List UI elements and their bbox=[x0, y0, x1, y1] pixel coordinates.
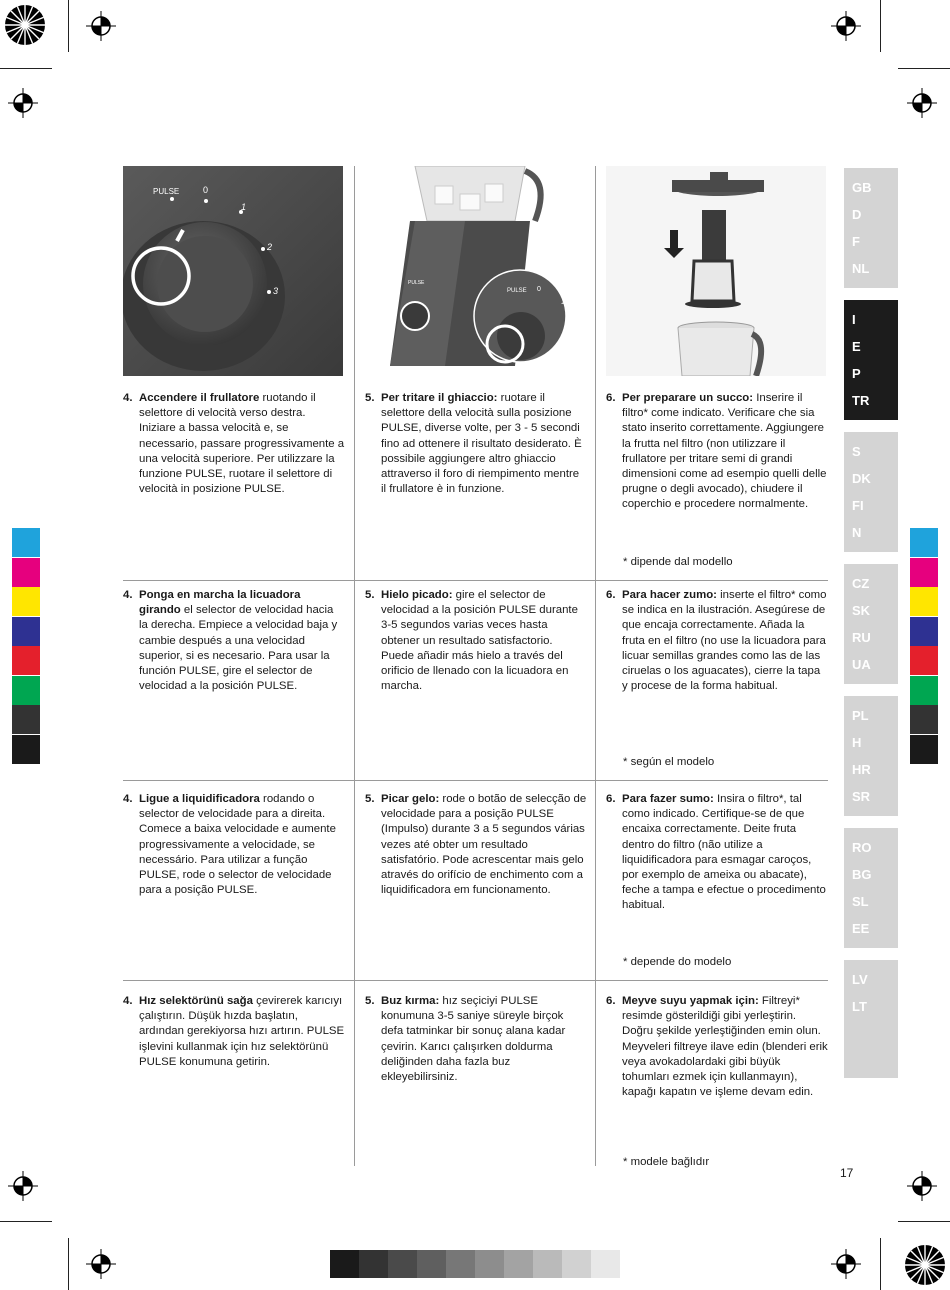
crop-mark bbox=[0, 1221, 52, 1222]
column-divider bbox=[354, 166, 355, 1166]
registration-mark bbox=[907, 1171, 937, 1201]
language-code[interactable]: P bbox=[852, 366, 861, 381]
gray-swatch bbox=[475, 1250, 504, 1278]
language-group bbox=[844, 300, 898, 420]
color-swatch bbox=[12, 528, 40, 557]
gray-swatch bbox=[388, 1250, 417, 1278]
color-swatch bbox=[910, 735, 938, 764]
language-code[interactable]: I bbox=[852, 312, 856, 327]
language-code[interactable]: SL bbox=[852, 894, 869, 909]
step-5-portuguese: 5. Picar gelo: rode o botão de selecção de velocidade para a posição PULSE (Impulso) durante 3 a 5 segundos várias vezes até obter um resultado satisfatório. Pode acrescentar mais gelo através do orifício de enchimento com a liquidificadora em funcionamento. bbox=[365, 793, 587, 897]
step-5-italian: 5. Per tritare il ghiaccio: ruotare il selettore della velocità sulla posizione PULSE, diverse volte, per 3 - 5 secondi fino ad ottenere il risultato desiderato. È possibile aggiungere altro ghiaccio attraverso il foro di riempimento mentre il frullatore è in funzione. bbox=[365, 392, 582, 496]
step-4-italian: 4. Accendere il frullatore ruotando il selettore di velocità verso destra. Iniziare a bassa velocità e, se necessario, passare progressivamente a una velocità superiore. Per utilizzare la funzione PULSE, ruotare il selettore di velocità in posizione PULSE. bbox=[123, 392, 345, 496]
language-code[interactable]: HR bbox=[852, 762, 871, 777]
language-code[interactable]: EE bbox=[852, 921, 870, 936]
gray-swatch bbox=[417, 1250, 446, 1278]
step-4-portuguese: 4. Ligue a liquidificadora rodando o selector de velocidade para a direita. Comece a baixa velocidade e aumente progressivamente a velocidade, se necessário. Para utilizar a função PULSE, rode o selector de velocidade para a posição PULSE. bbox=[123, 793, 336, 897]
color-swatch bbox=[12, 735, 40, 764]
step-6-portuguese: 6. Para fazer sumo: Insira o filtro*, tal como indicado. Certifique-se de que encaixa correctamente. Deite fruta dentro do filtro (não utilize a liquidificadora para esmagar caroços, por exemplo de ameixa ou abacate), feche a tampa e efectue o procedimento habitual. bbox=[606, 793, 826, 912]
color-swatch bbox=[12, 705, 40, 734]
registration-mark bbox=[907, 88, 937, 118]
step-6-turkish: 6. Meyve suyu yapmak için: Filtreyi* resimde gösterildiği gibi yerleştirin. Doğru şekilde yerleştiğinden emin olun. Meyveleri filtreye ilave edin (blenderi erik veya avokadolardaki gibi büyük tohumları ezmek için kullanmayın), kapağı kapatın ve işleme devam edin. bbox=[606, 995, 828, 1099]
language-group bbox=[844, 696, 898, 816]
language-code[interactable]: LV bbox=[852, 972, 868, 987]
language-code[interactable]: BG bbox=[852, 867, 872, 882]
registration-mark bbox=[831, 1249, 861, 1279]
row-divider bbox=[123, 580, 828, 581]
color-swatch bbox=[910, 676, 938, 705]
dial-label: 1 bbox=[241, 202, 247, 212]
crop-mark bbox=[880, 1238, 881, 1290]
crop-mark bbox=[68, 0, 69, 52]
language-code[interactable]: E bbox=[852, 339, 861, 354]
step-4-spanish: 4. Ponga en marcha la licuadora girando el selector de velocidad hacia la derecha. Empiece a velocidad baja y cambie después a una velocidad superior, si es necesario. Para usar la función PULSE, gire el selector de velocidad a la posición PULSE. bbox=[123, 589, 338, 693]
crop-mark bbox=[68, 1238, 69, 1290]
step-5-spanish: 5. Hielo picado: gire el selector de velocidad a la posición PULSE durante 3-5 segundos varias veces hasta obtener un resultado satisfactorio. Puede añadir más hielo a través del orificio de llenado con la licuadora en marcha. bbox=[365, 589, 578, 693]
color-swatch bbox=[12, 558, 40, 587]
language-code[interactable]: FI bbox=[852, 498, 864, 513]
color-swatch bbox=[910, 558, 938, 587]
step-6-spanish: 6. Para hacer zumo: inserte el filtro* como se indica en la ilustración. Asegúrese de que encaja correctamente. Añada la fruta en el filtro (no use la licuadora para licuar semillas grandes como las de las ciruelas o los aguacates), cierre la tapa y procese de la forma habitual. bbox=[606, 589, 827, 693]
language-code[interactable]: PL bbox=[852, 708, 869, 723]
crop-mark bbox=[0, 68, 52, 69]
language-code[interactable]: H bbox=[852, 735, 862, 750]
registration-mark bbox=[86, 1249, 116, 1279]
step-6-italian: 6. Per preparare un succo: Inserire il filtro* come indicato. Verificare che sia stato inserito correttamente. Aggiungere la frutta nel filtro (non utilizzare il frullatore per tritare semi di grandi dimensioni come ad esempio quelli delle prugne o degli avocado), chiudere il coperchio e procedere normalmente. bbox=[606, 392, 827, 511]
dial-label: PULSE bbox=[153, 187, 180, 196]
footnote-turkish: * modele bağlıdır bbox=[623, 1156, 710, 1168]
registration-mark bbox=[86, 11, 116, 41]
color-swatch bbox=[910, 617, 938, 646]
gray-swatch bbox=[330, 1250, 359, 1278]
starburst-mark bbox=[4, 4, 46, 46]
language-group bbox=[844, 828, 898, 948]
juice-filter-image bbox=[606, 166, 826, 376]
dial-label: 3 bbox=[273, 286, 279, 296]
color-swatch bbox=[12, 617, 40, 646]
page-number: 17 bbox=[840, 1166, 854, 1180]
registration-mark bbox=[831, 11, 861, 41]
color-swatch bbox=[12, 646, 40, 675]
blender-label: 0 bbox=[537, 286, 541, 293]
registration-mark bbox=[8, 1171, 38, 1201]
color-swatch bbox=[12, 676, 40, 705]
crop-mark bbox=[898, 1221, 950, 1222]
language-code[interactable]: SK bbox=[852, 603, 871, 618]
language-code[interactable]: NL bbox=[852, 261, 870, 276]
language-group bbox=[844, 564, 898, 684]
language-code[interactable]: UA bbox=[852, 657, 871, 672]
blender-ice-image bbox=[365, 166, 585, 376]
step-5-turkish: 5. Buz kırma: hız seçiciyi PULSE konumuna 3-5 saniye süreyle birçok defa tatminkar bir sonuç alana kadar çevirin. Karıcı çalışırken doldurma deliğinden daha fazla buz ekleyebilirsiniz. bbox=[365, 995, 566, 1084]
language-code[interactable]: RO bbox=[852, 840, 872, 855]
language-group bbox=[844, 168, 898, 288]
gray-swatch bbox=[591, 1250, 620, 1278]
crop-mark bbox=[898, 68, 950, 69]
language-code[interactable]: CZ bbox=[852, 576, 870, 591]
color-swatch bbox=[910, 587, 938, 616]
crop-mark bbox=[880, 0, 881, 52]
language-code[interactable]: TR bbox=[852, 393, 870, 408]
footnote-portuguese: * depende do modelo bbox=[623, 956, 732, 968]
language-code[interactable]: DK bbox=[852, 471, 871, 486]
language-code[interactable]: S bbox=[852, 444, 861, 459]
language-group bbox=[844, 432, 898, 552]
language-code[interactable]: N bbox=[852, 525, 862, 540]
gray-swatch bbox=[359, 1250, 388, 1278]
step-4-turkish: 4. Hız selektörünü sağa çevirerek karıcıyı çalıştırın. Düşük hızda başlatın, ardından gerekiyorsa hızı artırın. PULSE işlevini kullanmak için hız selektörünü PULSE konumuna getirin. bbox=[123, 995, 345, 1068]
dial-label: 2 bbox=[267, 242, 273, 252]
svg-text:PULSE: PULSE bbox=[408, 280, 425, 286]
gray-swatch bbox=[504, 1250, 533, 1278]
language-code[interactable]: GB bbox=[852, 180, 872, 195]
blender-label: 1 bbox=[561, 299, 565, 306]
gray-swatch bbox=[446, 1250, 475, 1278]
row-divider bbox=[123, 780, 828, 781]
color-swatch bbox=[910, 528, 938, 557]
gray-swatch bbox=[533, 1250, 562, 1278]
color-swatch bbox=[12, 587, 40, 616]
language-group bbox=[844, 960, 898, 1078]
language-code[interactable]: F bbox=[852, 234, 860, 249]
dial-label: 0 bbox=[203, 185, 209, 195]
footnote-italian: * dipende dal modello bbox=[623, 556, 733, 568]
blender-label: 2 bbox=[575, 323, 579, 330]
blender-label: PULSE bbox=[507, 288, 527, 294]
speed-dial-image bbox=[123, 166, 343, 376]
color-swatch bbox=[910, 705, 938, 734]
language-code[interactable]: D bbox=[852, 207, 862, 222]
color-swatch bbox=[910, 646, 938, 675]
column-divider bbox=[595, 166, 596, 1166]
footnote-spanish: * según el modelo bbox=[623, 756, 715, 768]
starburst-mark bbox=[904, 1244, 946, 1286]
language-code[interactable]: RU bbox=[852, 630, 871, 645]
registration-mark bbox=[8, 88, 38, 118]
row-divider bbox=[123, 980, 828, 981]
gray-swatch bbox=[562, 1250, 591, 1278]
language-code[interactable]: LT bbox=[852, 999, 867, 1014]
language-code[interactable]: SR bbox=[852, 789, 871, 804]
